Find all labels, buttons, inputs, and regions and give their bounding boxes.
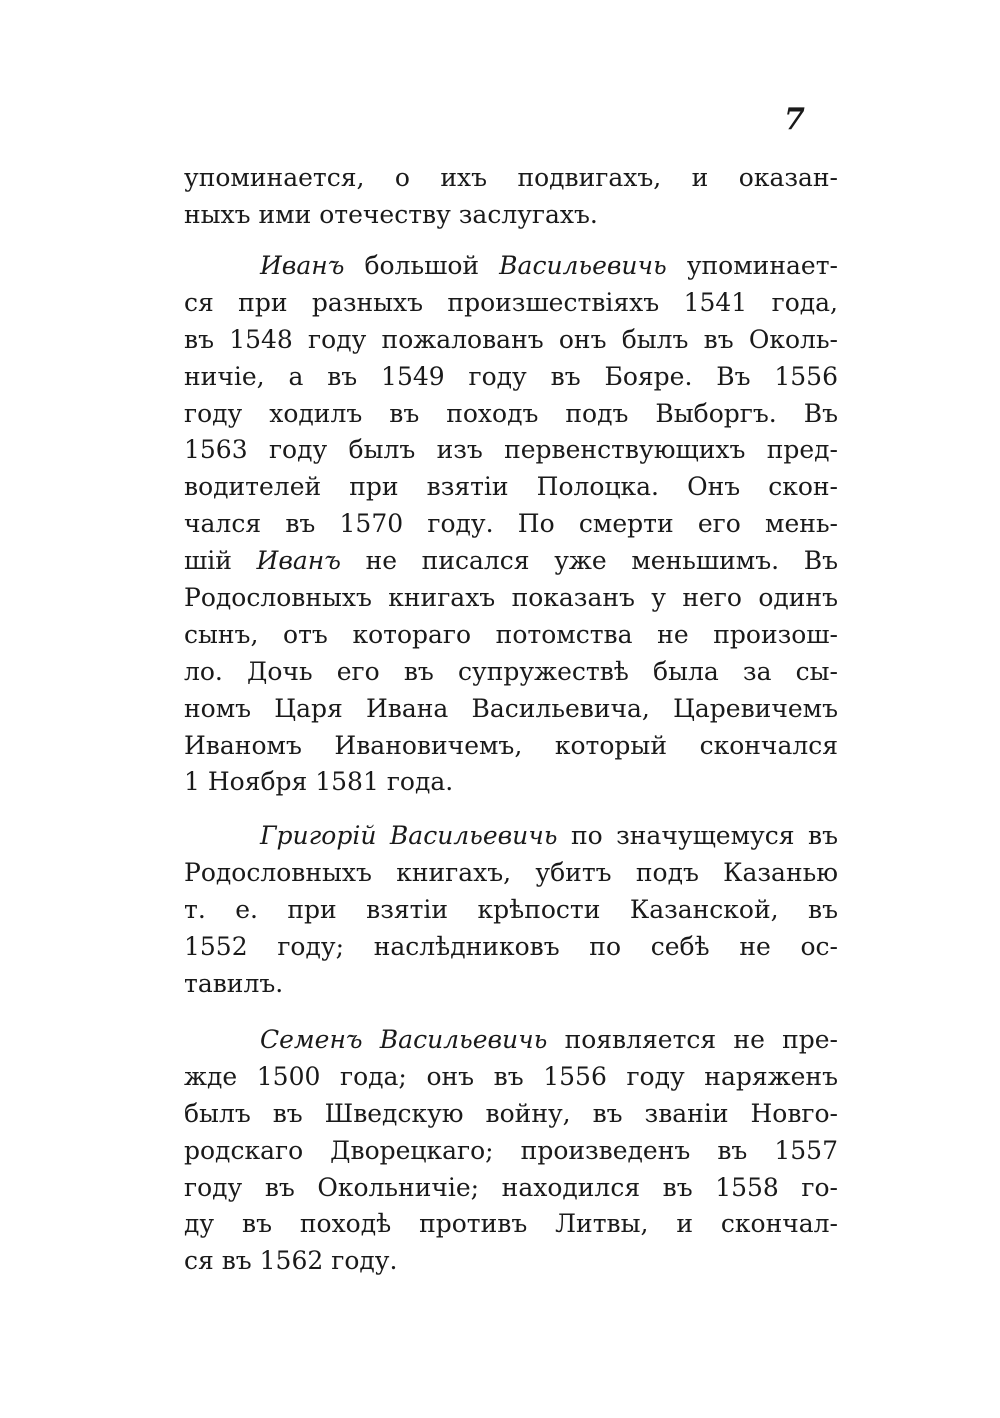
- text-fragment: по значущемуся въ: [570, 821, 838, 850]
- text-line: Родословныхъ книгахъ, убитъ подъ Казанью: [184, 857, 838, 887]
- text-line: Родословныхъ книгахъ показанъ у него одинъ: [184, 583, 838, 613]
- text-line: ся въ 1562 году.: [184, 1246, 398, 1276]
- person-patronymic: Васильевичь: [499, 251, 667, 280]
- text-line: ся при разныхъ произшествiяхъ 1541 года,: [184, 287, 838, 317]
- text-line: [184, 818, 838, 855]
- text-line: родскаго Дворецкаго; произведенъ въ 1557: [184, 1135, 838, 1165]
- text-line: сынъ, отъ котораго потомства не произош-: [184, 619, 838, 649]
- text-fragment: не писался уже меньшимъ. Въ: [365, 546, 838, 576]
- text-line: номъ Царя Ивана Васильевича, Царевичемъ: [184, 693, 838, 723]
- text-line: году въ Окольничiе; находился въ 1558 го-: [184, 1172, 838, 1202]
- text-line: ду въ походѣ противъ Литвы, и скончал-: [184, 1209, 838, 1239]
- text-line: жде 1500 года; онъ въ 1556 году наряженъ: [184, 1061, 838, 1091]
- person-name: Григорiй Васильевичь: [260, 821, 558, 850]
- text-fragment: большой: [364, 251, 480, 280]
- person-name: Иванъ: [256, 546, 341, 576]
- text-line: 1563 году былъ изъ первенствующихъ пред-: [184, 435, 838, 465]
- text-line: тавилъ.: [184, 968, 284, 998]
- paragraph-semen: [184, 1022, 838, 1280]
- text-line: Иваномъ Ивановичемъ, который скончался: [184, 730, 838, 760]
- text-line: т. е. при взятiи крѣпости Казанской, въ: [184, 894, 838, 924]
- text-line: въ 1548 году пожалованъ онъ былъ въ Околь-: [184, 324, 838, 354]
- text-fragment: упоминает-: [686, 251, 838, 280]
- text-line: [184, 543, 838, 580]
- paragraph-grigoriy: [184, 818, 838, 1002]
- text-line: ничiе, а въ 1549 году въ Бояре. Въ 1556: [184, 361, 838, 391]
- text-line: [184, 1022, 838, 1059]
- text-line: ныхъ ими отечеству заслугахъ.: [184, 199, 598, 229]
- continuation-paragraph: [184, 160, 838, 234]
- text-line: 1552 году; наслѣдниковъ по себѣ не ос-: [184, 931, 838, 961]
- text-fragment: появляется не пре-: [564, 1025, 838, 1054]
- text-line: ло. Дочь его въ супружествѣ была за сы-: [184, 656, 838, 686]
- paragraph-ivan: [184, 248, 838, 801]
- text-line: [184, 248, 838, 285]
- text-line: былъ въ Шведскую войну, въ званiи Новго-: [184, 1098, 838, 1128]
- text-line: чался въ 1570 году. По смерти его мень-: [184, 509, 838, 539]
- text-line: водителей при взятiи Полоцка. Онъ скон-: [184, 472, 838, 502]
- text-line: упоминается, о ихъ подвигахъ, и оказан-: [184, 163, 838, 192]
- text-fragment: шiй: [184, 546, 232, 576]
- person-name: Семенъ Васильевичь: [260, 1025, 548, 1054]
- text-line: 1 Ноября 1581 года.: [184, 767, 454, 797]
- page-number: 7: [784, 102, 805, 137]
- text-line: году ходилъ въ походъ подъ Выборгъ. Въ: [184, 398, 838, 428]
- person-name: Иванъ: [260, 251, 345, 280]
